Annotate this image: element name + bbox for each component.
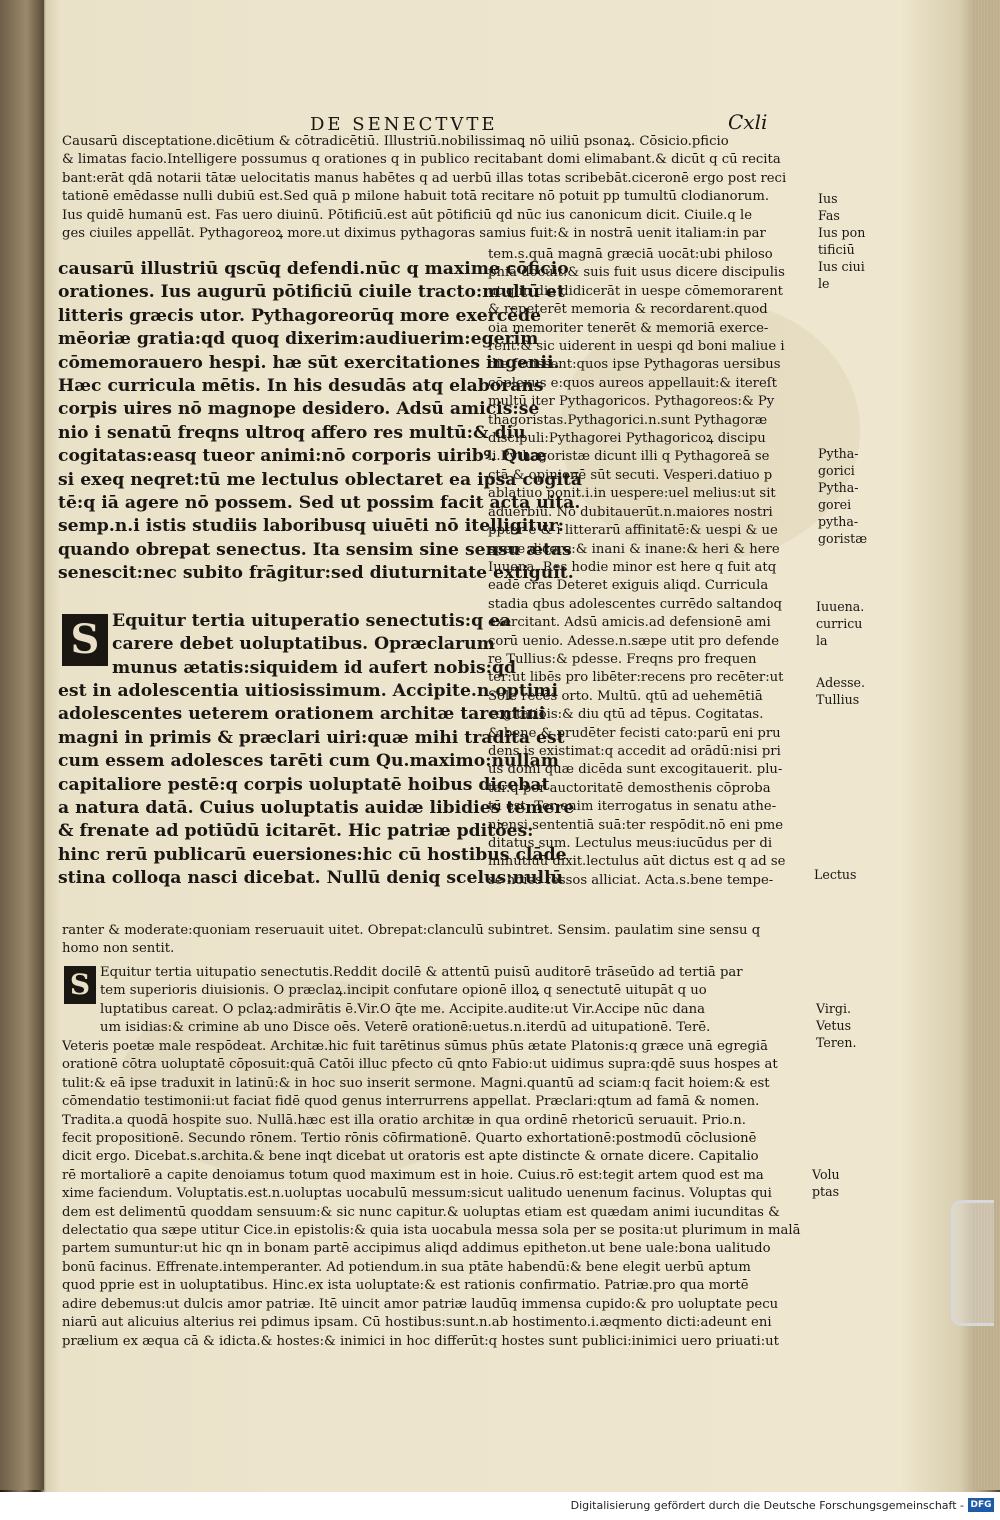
commentary-line: ut q in die didicerāt in uespe cōmemorarent [488,283,783,299]
main-text-line: hinc rerū publicarū euersiones:hic cū hostibus clāde [58,844,567,865]
commentary-line: us domi quæ dicēda sunt excogitauerit. plu- [488,762,783,778]
margin-note-line: gorei [818,497,852,512]
margin-note-line: Ius pon [818,225,866,240]
main-text-line: nio i senatū freqns ultroq affero res multū:& diu [58,422,526,443]
commentary-line: rent:& sic uiderent in uespi qd boni maliue i [488,339,785,355]
commentary-line: ranter & moderate:quoniam reseruauit uitet. Obrepat:clanculū subintret. Sensim. paulatim sine sensu q [62,923,761,938]
main-text-line: quando obrepat senectus. Ita sensim sine sensu ætas [58,539,572,560]
commentary-line: ppter e & i litterarū affinitatē:& uespi & ue [488,523,778,539]
main-text-line: a natura datā. Cuius uoluptatis auidæ libidies temere [58,798,575,819]
commentary-line: tar.q per auctoritatē demosthenis cōproba [488,780,771,796]
main-text-line: adolescentes ueterem orationem architæ tarentini [58,704,546,725]
margin-note-line: Pytha- [818,446,859,461]
commentary-line: adire debemus:ut dulcis amor patriæ. Itē uincit amor patriæ laudūq immensa cupido:& pro uoluptate pecu [62,1296,779,1312]
commentary-line: ditatus sum. Lectulus meus:iucūdus per di [488,836,773,851]
commentary-line: multū iter Pythagoricos. Pythagoreos:& Py [488,394,775,410]
main-text-line: si exeq neqret:tū me lectulus oblectaret ea ipsa cogitā [58,469,582,490]
margin-note [816,598,864,649]
commentary-line: delectatio qua sæpe utitur Cice.in epistolis:& quia ista uocabula messa sola per se posita:ut plurimum in malā [62,1223,801,1239]
commentary-line: partem sumuntur:ut hic qn in bonam partē accipimus aliqd addimus epitheton.ut bene uale:bona ualitudo [62,1241,771,1257]
commentary-line: tū est. Ter enim iterrogatus in senatu athe- [488,799,777,815]
margin-note-line: Tullius [816,692,860,707]
commentary-line: bant:erāt qdā notarii tātæ uelocitatis manus habētes q ad uerbū illas totas scribebāt.ciceronē ergo post reci [62,170,787,186]
margin-note-line: la [816,633,828,648]
commentary-line: fecit propositionē. Secundo rōnem. Tertio rōnis cōfirmationē. Quarto exhortationē:postmodū cōclusionē [62,1131,757,1147]
running-header: DE SENECTVTE [310,114,498,135]
commentary-line: dem est delimentū quoddam sensuum:& sic nunc capitur.& uoluptas etiam est quædam animi iucunditas & [62,1204,780,1220]
commentary-line: Veteris poetæ male respōdeat. Architæ.hic fuit tarētinus sūmus phūs ætate Platonis:q græce unā egregiā [62,1039,768,1054]
commentary-line: thagoristas.Pythagorici.n.sunt Pythagoræ [488,412,768,428]
main-text-block-indented [112,610,516,680]
margin-note-line: ptas [812,1184,840,1199]
margin-note [816,1000,856,1051]
commentary-line: oia memoriter tenerēt & memoriā exerce- [488,320,769,336]
main-text-line: carere debet uoluptatibus. Opræclarum [112,634,495,655]
commentary-line: stadia qbus adolescentes currēdo saltandoq [488,596,782,612]
margin-note-line: Ius ciui [818,259,865,274]
commentary-line: & bene & prudēter fecisti cato:parū eni pru [488,725,781,741]
main-text-line: Hæc curricula mētis. In his desudās atq elaborans [58,376,544,397]
commentary-line: Equitur tertia uitupatio senectutis.Reddit docilē & attentū puisū auditorē trāseūdo ad tertiā par [100,965,743,980]
commentary-line: eadē cras Deteret exiguis aliqd. Curricula [488,578,769,594]
commentary-line: cogitatiōis:& diu qtū ad tēpus. Cogitatas. [488,707,764,723]
margin-note-line: Iuuena. [816,599,865,614]
margin-note-line: Teren. [816,1035,857,1050]
commentary-bottom-indented [100,964,743,1038]
commentary-line: phiā docuit:& suis fuit usus dicere discipulis [488,265,785,281]
commentary-right-column [488,246,786,890]
commentary-line: xime faciendum. Voluptatis.est.n.uoluptas uocabulū messum:sicut ualitudo uenenum facinus. Voluptas qui [62,1186,772,1202]
margin-note [818,190,865,292]
main-text-line: magni in primis & præclari uiri:quæ mihi tradita est [58,727,565,748]
main-text-line: litteris græcis utor. Pythagoreorūq more exercēde [58,305,542,326]
decorated-initial: S [64,966,96,1004]
commentary-line: homo non sentit. [62,941,175,957]
commentary-line: Sole recēs orto. Multū. qtū ad uehemētiā [488,688,763,704]
commentary-line: quod pprie est in uoluptatibus. Hinc.ex ista uoluptate:& est rationis confirmatio. Patriæ.pro qua mortē [62,1278,749,1294]
commentary-line: re Tullius:& pdesse. Freqns pro frequen [488,651,757,667]
commentary-top [62,133,786,243]
commentary-line: tationē emēdasse nulli dubiū est.Sed quā p milone habuit totā recitare nō potuit pp tumultū clodianorum. [62,189,770,205]
commentary-line: tem.s.quā magnā græciā uocāt:ubi philoso [488,247,773,262]
commentary-line: ctā & opinionē sūt secuti. Vesperi.datiuo p [488,467,773,483]
margin-note-line: curricu [816,616,863,631]
commentary-line: Iuuena. Res hodie minor est here q fuit atq [488,559,777,575]
commentary-line: rē mortaliorē a capite denoiamus totum quod maximum est in hoie. Cuius.rō est:tegit artem quod est ma [62,1167,764,1183]
main-text-line: causarū illustriū qscūq defendi.nūc q maxime cōficio [58,259,569,279]
commentary-line: luptatibus careat. O pclaꝝ:admirātis ē.Vir.O q̄te me. Accipite.audite:ut Vir.Accipe nūc dana [100,1001,706,1017]
margin-note-line: goristæ [818,531,868,546]
main-text-line: semp.n.i istis studiis laboribusq uiuēti nō itelligitur: [58,516,565,537]
margin-note-line: Ius [818,191,838,206]
commentary-line: & limatas facio.Intelligere possumus q orationes q in publico recitabant domi elimabant.& dicūt q cū recita [62,152,781,168]
commentary-line: orationē cōtra uoluptatē cōposuit:quā Catōi illuc pfecto cū qnto Fabio:ut uidimus supra:qdē suus hospes at [62,1057,778,1073]
commentary-line: cōplexus e:quos aureos appellauit:& itereſt [488,375,777,391]
commentary-bottom [62,1038,801,1351]
commentary-line: Causarū disceptatione.dicētium & cōtradicētiū. Illustriū.nobilissimaꝗ nō uiliū psonaꝝ. Cōsicio.pficio [62,134,729,149]
margin-note [816,674,865,708]
commentary-line: exercitant. Adsū amicis.ad defensionē ami [488,615,771,631]
commentary-line: ges ciuiles appellāt. Pythagoreoꝝ more.ut diximus pythagoras samius fuit:& in nostrā uenit italiam:in par [62,226,766,242]
commentary-line: aduerbiū. Nō dubitauerūt.n.maiores nostri [488,504,773,520]
margin-note-line: Fas [818,208,840,223]
margin-note-line: Adesse. [816,675,865,690]
main-text-line: munus ætatis:siquidem id aufert nobis:qd [112,657,517,678]
footer-credit: Digitalisierung gefördert durch die Deutsche Forschungsgemeinschaft - [570,1499,964,1512]
margin-note [818,445,867,547]
margin-note-line: Vetus [816,1018,852,1033]
main-text-line: orationes. Ius augurū pōtificiū ciuile tracto:multū et [58,282,565,303]
main-text-line: cum essem adolesces tarēti cum Qu.maximo:nullam [58,751,559,772]
commentary-line: cōmendatio testimonii:ut faciat fidē quod genus interrurrens appellat. Præclari:qtum ad famā & nomen. [62,1094,760,1110]
margin-note-line: Virgi. [816,1001,852,1016]
commentary-line: discipuli:Pythagorei Pythagoricoꝝ discipu [488,431,766,447]
main-text-line: & frenate ad potiūdū icitarēt. Hic patriæ pditões: [58,821,534,842]
main-text-line: cogitatas:easq tueor animi:nō corporis uiribꝰ. Quæ [58,446,547,467]
commentary-line: corū uenio. Adesse.n.sæpe utit pro defende [488,633,780,649]
page-clip [951,1200,994,1326]
commentary-line: die fecissent:quos ipse Pythagoras uersibus [488,357,781,373]
main-text-line: senescit:nec subito frāgitur:sed diuturnitate extiguit. [58,563,574,584]
commentary-line: Ius quidē humanū est. Fas uero diuinū. Pōtificiū.est aūt pōtificiū qd nūc ius canonicum dicit. Ciuile.q le [62,207,753,223]
main-text-line: corpis uires nō magnope desidero. Adsū amicis:se [58,399,540,420]
margin-note-line: Pytha- [818,480,859,495]
commentary-line: spere dicere:& inani & inane:& heri & here [488,541,780,557]
commentary-line: tem superioris diuisionis. O præclaꝝ.incipit confutare opionē illoꝝ q senectutē uitupāt q uo [100,983,707,999]
main-text-line: stina colloqa nasci dicebat. Nullū deniq scelus:nullū [58,868,564,889]
commentary-line: niensi sententiā suā:ter respōdit.nō eni pme [488,817,784,833]
main-text-line: est in adolescentia uitiosissimum. Accipite.n.optimi [58,681,559,701]
margin-note-line: tificiū [818,242,855,257]
commentary-line: prælium ex æqua cā & idicta.& hostes:& inimici in hoc differūt:q hostes sunt publici:inimici uero priuati:ut [62,1333,779,1349]
commentary-middle [62,922,760,959]
commentary-line: um isidias:& crimine ab uno Disce oēs. Veterē orationē:uetus.n.iterdū ad uitupationē. Terē. [100,1020,711,1036]
margin-note-line: gorici [818,463,855,478]
main-text-line: mēoriæ gratia:qd quoq dixerim:audiuerim:egerim [58,329,539,350]
commentary-line: minutiuū dixit.lectulus aūt dictus est q ad se [488,854,786,870]
commentary-line: niarū aut alicuius alterius rei pdimus ipsam. Cū hostibus:sunt.n.ab hostimento.i.æqmento dicti:adeunt eni [62,1315,772,1331]
commentary-line: ablatiuo ponit.i.in uespere:uel melius:ut sit [488,486,776,502]
commentary-line: bonū facinus. Effrenate.intemperanter. Ad potiendum.in sua ptāte habendū:& bene elegit uerbū aptum [62,1259,751,1275]
commentary-line: li.Pythagoristæ dicunt illi q Pythagoreā se [488,449,770,465]
main-text-line: tē:q iā agere nō possem. Sed ut possim facit acta uita. [58,493,581,514]
commentary-line: Tradita.a quodā hospite suo. Nullā.hæc est illa oratio architæ in qua ordinē rhetoricū seruauit. Prio.n. [62,1112,746,1128]
margin-note [814,866,857,883]
folio-number: Cxli [728,110,768,134]
margin-note-line: pytha- [818,514,859,529]
margin-note [812,1166,840,1200]
main-text-line: cōmemorauero hespi. hæ sūt exercitationes ingenii. [58,352,560,373]
main-text-line: Equitur tertia uituperatio senectutis:q ea [112,611,512,631]
commentary-line: tulit:& eā ipse traduxit in latinū:& in hoc suo inserit sermone. Magni.quantū ad sciam:q facit hoiem:& est [62,1075,770,1091]
margin-note-line: le [818,276,830,291]
margin-note-line: Volu [812,1167,840,1182]
commentary-line: ter:ut libēs pro libēter:recens pro recēter:ut [488,670,784,686]
commentary-line: dens is existimat:q accedit ad orādū:nisi pri [488,743,781,759]
commentary-line: & repeterēt memoria & recordarent.quod [488,302,768,318]
main-text-line: capitaliore pestē:q corpis uoluptatē hoibus dicebat [58,774,550,795]
commentary-line: se hoies fessos alliciat. Acta.s.bene tempe- [488,872,774,888]
dfg-logo: DFG [968,1498,994,1512]
previous-page-edge [0,0,44,1490]
decorated-initial: S [62,614,108,666]
commentary-line: dicit ergo. Dicebat.s.archita.& bene inqt dicebat ut oratoris est apte distincte & ornate dicere. Capitalio [62,1149,759,1165]
margin-note-line: Lectus [814,867,857,882]
